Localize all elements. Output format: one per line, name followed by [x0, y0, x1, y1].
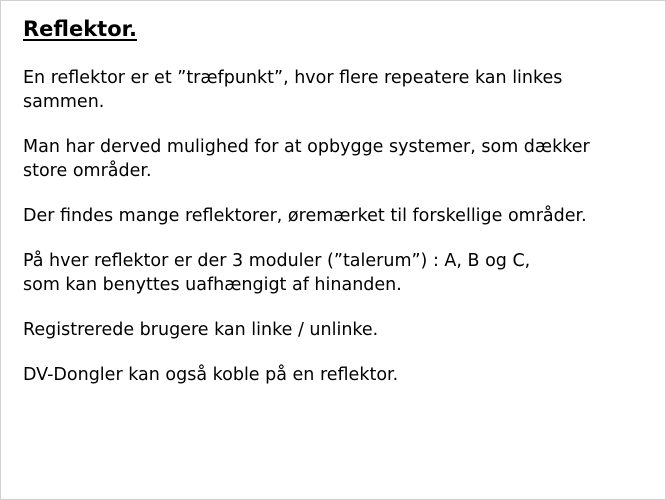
paragraph-3: [23, 204, 648, 228]
slide-title: Reflektor.: [23, 17, 137, 41]
slide-body: [23, 66, 648, 408]
paragraph-1: [23, 66, 648, 114]
paragraph-line: På hver reflektor er der 3 moduler (”talerum”) : A, B og C,: [23, 251, 531, 271]
paragraph-line: store områder.: [23, 161, 152, 181]
paragraph-5: [23, 318, 648, 342]
paragraph-line: Man har derved mulighed for at opbygge systemer, som dækker: [23, 137, 590, 157]
paragraph-line: som kan benyttes uafhængigt af hinanden.: [23, 275, 402, 295]
paragraph-2: [23, 135, 648, 183]
paragraph-6: [23, 363, 648, 387]
paragraph-4: [23, 249, 648, 297]
paragraph-line: En reflektor er et ”træfpunkt”, hvor flere repeatere kan linkes: [23, 68, 563, 88]
paragraph-line: Der findes mange reflektorer, øremærket til forskellige områder.: [23, 206, 587, 226]
paragraph-line: Registrerede brugere kan linke / unlinke.: [23, 320, 379, 340]
paragraph-line: sammen.: [23, 92, 105, 112]
paragraph-line: DV-Dongler kan også koble på en reflektor.: [23, 365, 399, 385]
